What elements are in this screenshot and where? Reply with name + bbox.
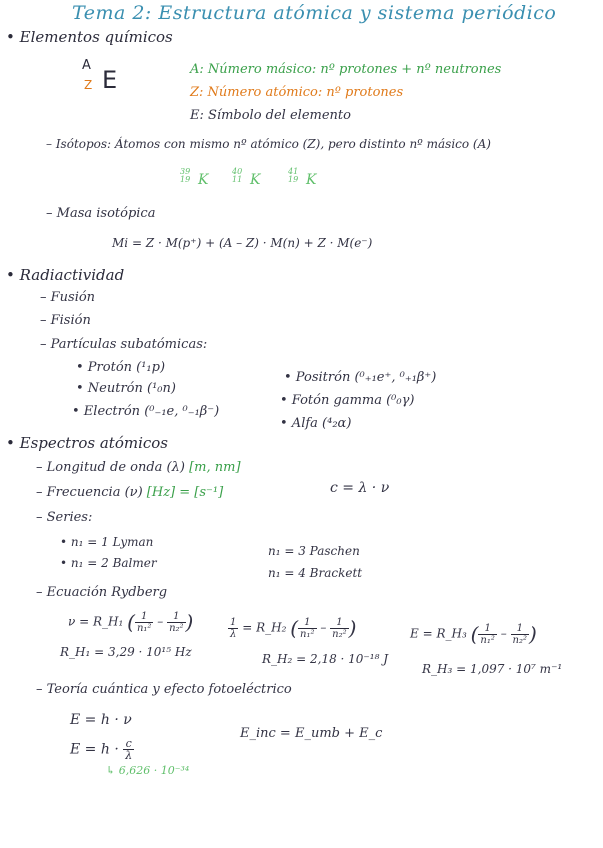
- eq2-frac-2-den: n₂²: [332, 628, 347, 640]
- isotope-1-a: 39: [180, 167, 191, 176]
- energy-hc-lhs: E = h ·: [70, 741, 119, 758]
- eq2-frac-1-den: n₁²: [300, 628, 315, 640]
- eq1-frac-1-den: n₁²: [136, 622, 152, 634]
- series-brackett: n₁ = 4 Brackett: [268, 566, 363, 580]
- def-a: A: Número másico: nº protones + nº neutrones: [190, 62, 502, 77]
- neutron: • Neutrón (¹₀n): [76, 381, 176, 396]
- energy-hv: E = h · ν: [70, 712, 132, 728]
- eq2-frac-2: [330, 617, 348, 640]
- frecuencia: [36, 485, 223, 500]
- rydberg-const-3: R_H₃ = 1,097 · 10⁷ m⁻¹: [422, 662, 563, 676]
- longitud-units: [m, nm]: [189, 460, 241, 475]
- isotopos-line: – Isótopos: Átomos con mismo nº atómico (Z), pero distinto nº másico (A): [46, 137, 491, 151]
- isotope-3-a: 41: [288, 167, 299, 176]
- eq1-frac-2-den: n₂²: [169, 622, 184, 634]
- eq1-paren-open: (: [127, 610, 135, 634]
- eq3-frac-1-num: 1: [478, 623, 496, 635]
- eq3-frac-1: [478, 623, 496, 646]
- eq2-paren-open: (: [290, 616, 299, 640]
- masa-formula: Mi = Z · M(p⁺) + (A – Z) · M(n) + Z · M(e⁻): [112, 236, 373, 250]
- frecuencia-text: – Frecuencia (ν): [36, 485, 143, 500]
- isotope-3-symbol: K: [306, 172, 317, 188]
- heading-espectros: • Espectros atómicos: [6, 434, 168, 452]
- eq2-lambda-den: λ: [230, 628, 237, 640]
- isotope-2: [232, 168, 242, 184]
- electron: • Electrón (⁰₋₁e, ⁰₋₁β⁻): [72, 404, 220, 419]
- eq3-lhs: E = R_H₃: [410, 626, 467, 641]
- isotope-3: [288, 168, 298, 184]
- isotope-1-symbol: K: [198, 172, 209, 188]
- energy-hc-den: λ: [125, 749, 133, 762]
- heading-elementos: • Elementos químicos: [6, 28, 173, 46]
- rydberg-eq-3: [410, 622, 537, 646]
- notation-z: Z: [84, 78, 93, 92]
- eq2-lambda-num: 1: [230, 616, 237, 628]
- energy-incident: E_inc = E_umb + E_c: [240, 726, 383, 741]
- heading-radiactividad: • Radiactividad: [6, 266, 125, 284]
- isotope-2-symbol: K: [250, 172, 261, 188]
- eq2-lhs: = R_H₂: [242, 620, 287, 635]
- series-paschen: n₁ = 3 Paschen: [268, 544, 360, 558]
- particulas: – Partículas subatómicas:: [40, 337, 208, 352]
- foton-gamma: • Fotón gamma (⁰₀γ): [280, 393, 415, 408]
- eq2-frac-2-num: 1: [330, 617, 348, 629]
- heading-radiactividad-text: Radiactividad: [19, 266, 125, 284]
- notation-a: A: [82, 58, 91, 73]
- eq2-frac-1-num: 1: [298, 617, 316, 629]
- def-e: E: Símbolo del elemento: [190, 108, 351, 123]
- rydberg-const-1: R_H₁ = 3,29 · 10¹⁵ Hz: [60, 645, 192, 659]
- longitud-onda-text: – Longitud de onda (λ): [36, 460, 185, 475]
- energy-hc-num: c: [123, 738, 134, 750]
- isotope-2-z: 11: [232, 175, 243, 184]
- eq2-paren-close: ): [348, 616, 357, 640]
- series-balmer: • n₁ = 2 Balmer: [60, 556, 157, 570]
- fision: – Fisión: [40, 313, 91, 328]
- eq1-frac-2-num: 1: [167, 611, 185, 623]
- longitud-onda: [36, 460, 241, 475]
- eq2-lambda-frac: [228, 617, 238, 640]
- heading-elementos-text: Elementos químicos: [19, 28, 173, 46]
- isotope-3-z: 19: [288, 175, 299, 184]
- eq1-frac-1-num: 1: [135, 611, 153, 623]
- eq1-lhs: ν = R_H₁: [68, 614, 124, 629]
- isotope-1-z: 19: [180, 175, 191, 184]
- frecuencia-units: [Hz] = [s⁻¹]: [146, 485, 224, 500]
- positron: • Positrón (⁰₊₁e⁺, ⁰₊₁β⁺): [284, 370, 437, 385]
- eq1-frac-2: [167, 611, 185, 634]
- eq2-minus: –: [320, 620, 327, 635]
- rydberg-eq-2: [228, 616, 356, 640]
- notation-e: E: [102, 66, 118, 94]
- eq2-frac-1: [298, 617, 316, 640]
- eq3-paren-close: ): [529, 622, 537, 646]
- eq3-frac-2-num: 1: [511, 623, 529, 635]
- teoria-cuantica: – Teoría cuántica y efecto fotoeléctrico: [36, 682, 292, 697]
- fusion: – Fusión: [40, 290, 96, 305]
- eq3-minus: –: [500, 626, 507, 641]
- isotope-1: [180, 168, 190, 184]
- planck-constant: ↳ 6,626 · 10⁻³⁴: [106, 764, 190, 777]
- eq3-frac-2-den: n₂²: [512, 634, 527, 646]
- eq3-frac-2: [511, 623, 529, 646]
- proton: • Protón (¹₁p): [76, 360, 166, 375]
- eq1-paren-close: ): [185, 610, 194, 634]
- eq1-frac-1: [135, 611, 153, 634]
- series: – Series:: [36, 510, 93, 525]
- eq1-minus: –: [157, 614, 164, 629]
- alfa: • Alfa (⁴₂α): [280, 416, 352, 431]
- eq3-frac-1-den: n₁²: [480, 634, 495, 646]
- series-lyman: • n₁ = 1 Lyman: [60, 535, 154, 549]
- eq3-paren-open: (: [470, 622, 479, 646]
- masa-isotopica: – Masa isotópica: [46, 206, 156, 221]
- rydberg-eq-1: [68, 610, 193, 634]
- rydberg: – Ecuación Rydberg: [36, 585, 168, 600]
- energy-hc: [70, 738, 134, 761]
- page-title: Tema 2: Estructura atómica y sistema periódico: [72, 2, 557, 24]
- energy-hc-frac: [123, 738, 134, 761]
- rydberg-const-2: R_H₂ = 2,18 · 10⁻¹⁸ J: [262, 652, 389, 666]
- isotope-2-a: 40: [232, 167, 243, 176]
- c-formula: c = λ · ν: [330, 480, 390, 496]
- heading-espectros-text: Espectros atómicos: [19, 434, 168, 452]
- def-z: Z: Número atómico: nº protones: [190, 85, 404, 100]
